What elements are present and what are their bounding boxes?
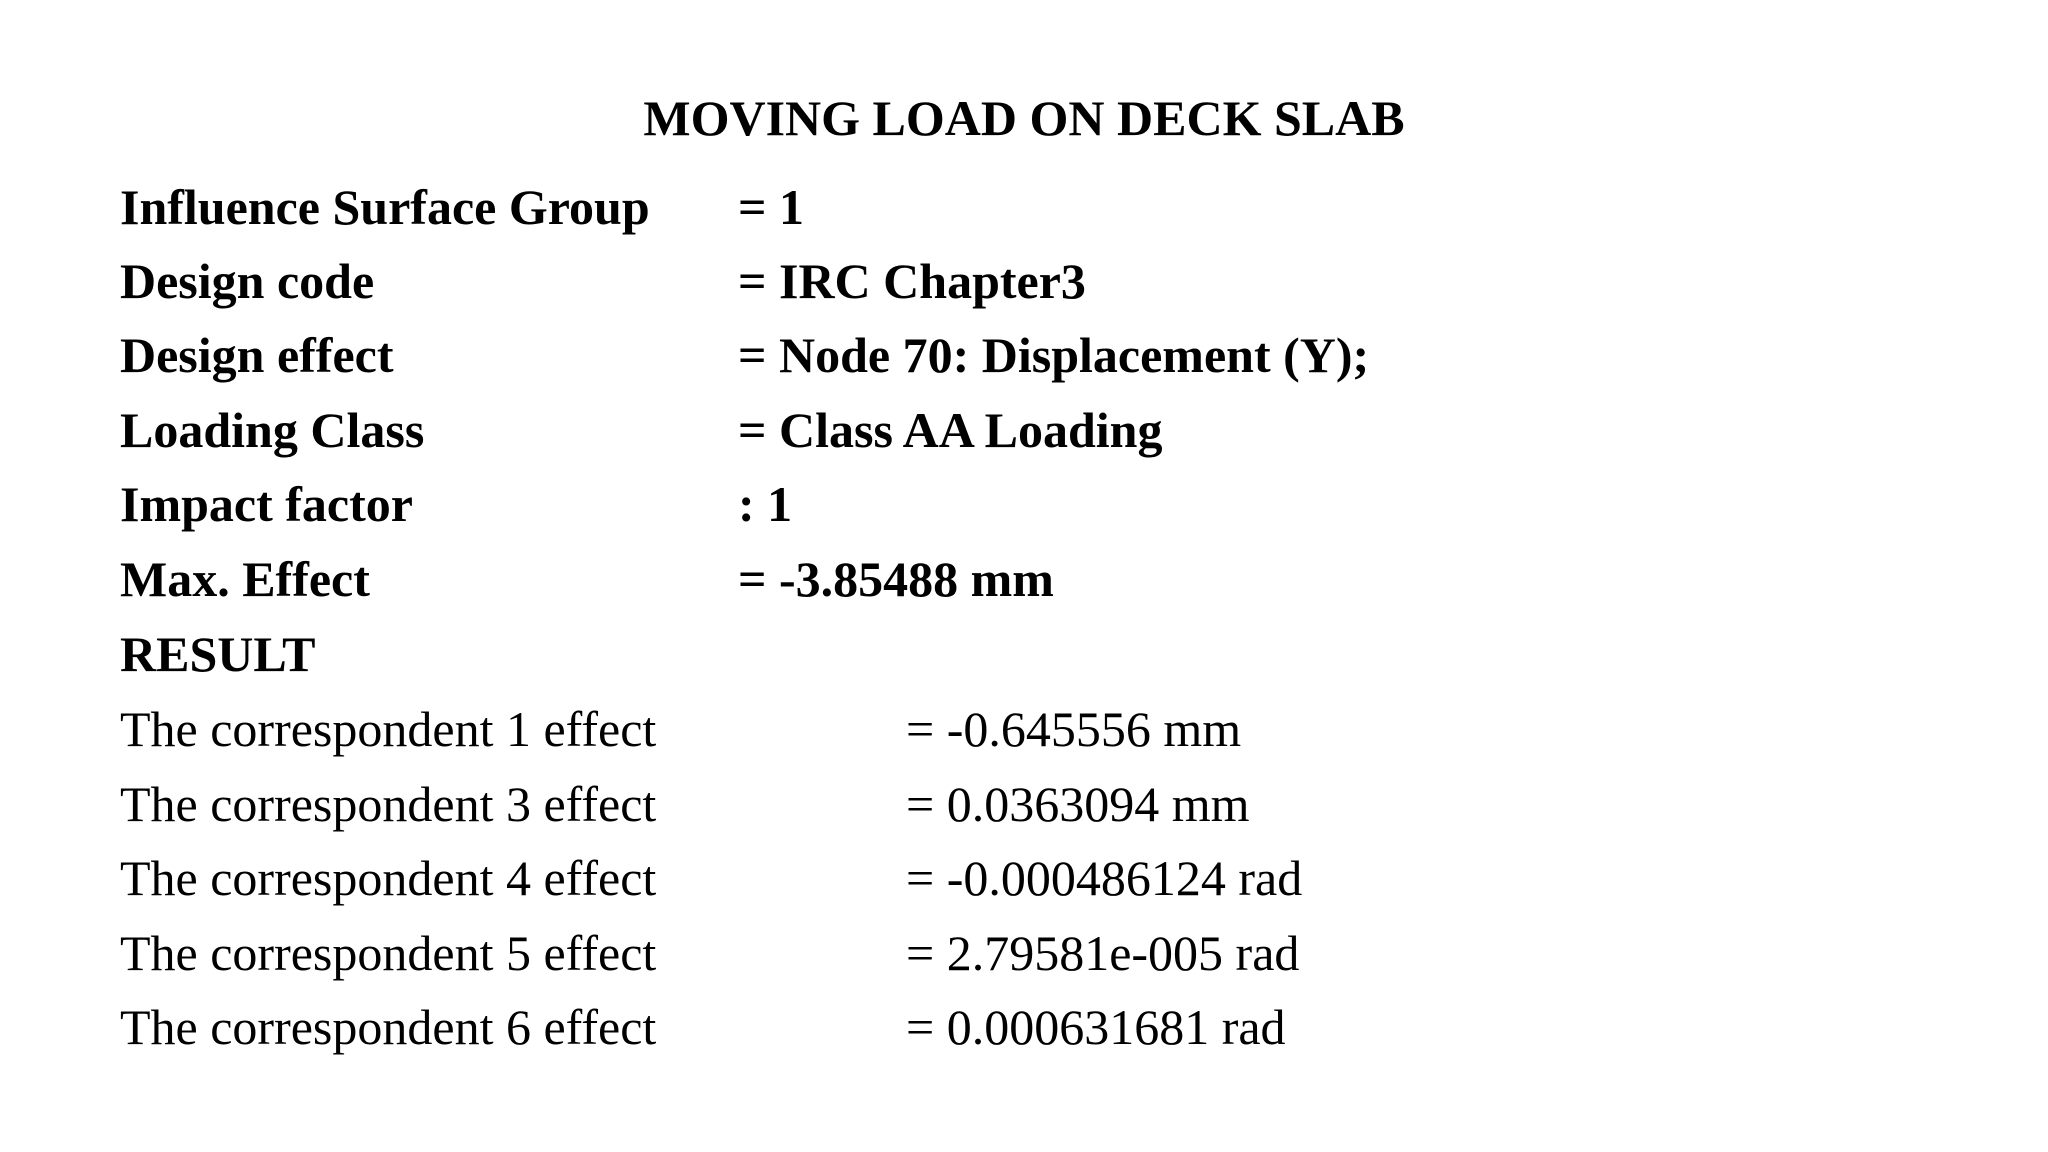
- result-row: [0, 990, 2048, 1064]
- result-label: The correspondent 6 effect: [120, 999, 657, 1055]
- parameter-label: Design effect: [120, 327, 394, 383]
- result-value: = -0.645556 mm: [906, 701, 1242, 757]
- result-row: [0, 916, 2048, 990]
- result-row: [0, 841, 2048, 915]
- parameter-label: Design code: [120, 253, 375, 309]
- result-value: = -0.000486124 rad: [906, 850, 1303, 906]
- parameter-label: Impact factor: [120, 476, 413, 532]
- result-row: [0, 767, 2048, 841]
- parameter-row: [0, 244, 2048, 318]
- parameter-row: [0, 318, 2048, 392]
- result-value: = 2.79581e-005 rad: [906, 925, 1300, 981]
- result-label: The correspondent 3 effect: [120, 776, 657, 832]
- parameter-value: = Node 70: Displacement (Y);: [738, 327, 1370, 383]
- parameter-label: Influence Surface Group: [120, 179, 650, 235]
- parameter-row: [0, 542, 2048, 616]
- parameter-value: = IRC Chapter3: [738, 253, 1086, 309]
- result-label: The correspondent 4 effect: [120, 850, 657, 906]
- result-heading: RESULT: [120, 626, 316, 682]
- result-label: The correspondent 1 effect: [120, 701, 657, 757]
- result-value: = 0.000631681 rad: [906, 999, 1286, 1055]
- parameter-row: [0, 393, 2048, 467]
- parameter-value: = -3.85488 mm: [738, 551, 1054, 607]
- parameter-value: = 1: [738, 179, 804, 235]
- parameter-row: [0, 467, 2048, 541]
- parameter-value: : 1: [738, 476, 793, 532]
- result-label: The correspondent 5 effect: [120, 925, 657, 981]
- document-title: MOVING LOAD ON DECK SLAB: [643, 90, 1405, 146]
- result-value: = 0.0363094 mm: [906, 776, 1250, 832]
- parameter-label: Max. Effect: [120, 551, 370, 607]
- parameter-row: [0, 170, 2048, 244]
- parameter-label: Loading Class: [120, 402, 425, 458]
- result-row: [0, 692, 2048, 766]
- parameter-value: = Class AA Loading: [738, 402, 1163, 458]
